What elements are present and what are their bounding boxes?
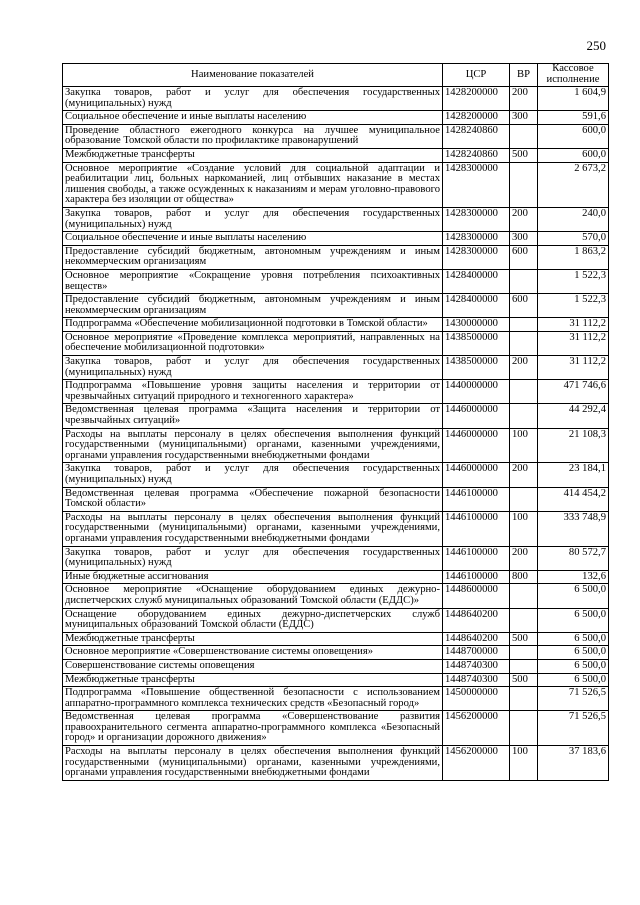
row-amount: 570,0	[538, 232, 609, 246]
table-row	[63, 711, 609, 746]
row-amount: 600,0	[538, 124, 609, 148]
row-name: Межбюджетные трансферты	[63, 148, 443, 162]
row-amount: 471 746,6	[538, 380, 609, 404]
row-amount: 6 500,0	[538, 584, 609, 608]
row-amount: 591,6	[538, 111, 609, 125]
row-name: Основное мероприятие «Создание условий для социальной адаптации и реабилитации лиц, больных наркоманией, лиц отбывших наказание в местах лишения свободы, а также осужденных к наказаниям и мерам уголовно-правового характера без изоляции от общества»	[63, 162, 443, 207]
row-csr: 1450000000	[443, 687, 510, 711]
row-vr: 200	[510, 463, 538, 487]
row-csr: 1428300000	[443, 232, 510, 246]
table-row	[63, 162, 609, 207]
table-row	[63, 87, 609, 111]
table-row	[63, 487, 609, 511]
table-row	[63, 632, 609, 646]
row-vr: 500	[510, 632, 538, 646]
row-amount: 1 522,3	[538, 294, 609, 318]
row-name: Основное мероприятие «Совершенствование системы оповещения»	[63, 646, 443, 660]
table-row	[63, 148, 609, 162]
row-name: Подпрограмма «Повышение общественной безопасности с использованием аппаратно-программного комплекса технических средств «Безопасный город»	[63, 687, 443, 711]
row-amount: 1 522,3	[538, 269, 609, 293]
row-amount: 71 526,5	[538, 711, 609, 746]
row-name: Ведомственная целевая программа «Защита населения и территории от чрезвычайных ситуаций»	[63, 404, 443, 428]
table-row	[63, 294, 609, 318]
row-vr	[510, 318, 538, 332]
table-row	[63, 404, 609, 428]
row-vr	[510, 124, 538, 148]
row-name: Расходы на выплаты персоналу в целях обеспечения выполнения функций государственными (муниципальными) органами, казенными учреждениями, органами управления государственными внебюджетными фондами	[63, 428, 443, 463]
table-row	[63, 428, 609, 463]
row-name: Закупка товаров, работ и услуг для обеспечения государственных (муниципальных) нужд	[63, 546, 443, 570]
row-name: Подпрограмма «Повышение уровня защиты населения и территории от чрезвычайных ситуаций природного и техногенного характера»	[63, 380, 443, 404]
row-amount: 37 183,6	[538, 746, 609, 781]
row-amount: 80 572,7	[538, 546, 609, 570]
row-csr: 1428300000	[443, 245, 510, 269]
row-csr: 1448600000	[443, 584, 510, 608]
table-row	[63, 546, 609, 570]
row-name: Межбюджетные трансферты	[63, 673, 443, 687]
row-csr: 1428240860	[443, 148, 510, 162]
row-vr: 300	[510, 111, 538, 125]
row-vr	[510, 687, 538, 711]
row-vr: 200	[510, 87, 538, 111]
row-csr: 1428200000	[443, 111, 510, 125]
table-row	[63, 269, 609, 293]
row-amount: 44 292,4	[538, 404, 609, 428]
table-row	[63, 746, 609, 781]
row-amount: 600,0	[538, 148, 609, 162]
row-name: Ведомственная целевая программа «Совершенствование развития правоохранительного сегмента аппаратно-программного комплекса «Безопасный город» и организации дорожного движения»	[63, 711, 443, 746]
row-name: Иные бюджетные ассигнования	[63, 570, 443, 584]
row-name: Расходы на выплаты персоналу в целях обеспечения выполнения функций государственными (муниципальными) органами, казенными учреждениями, органами управления государственными внебюджетными фондами	[63, 746, 443, 781]
row-amount: 240,0	[538, 207, 609, 231]
row-vr	[510, 487, 538, 511]
row-csr: 1428300000	[443, 162, 510, 207]
row-csr: 1446100000	[443, 570, 510, 584]
row-vr	[510, 162, 538, 207]
row-vr: 200	[510, 546, 538, 570]
row-name: Оснащение оборудованием единых дежурно-диспетчерских служб муниципальных образований Томской области (ЕДДС)	[63, 608, 443, 632]
row-name: Закупка товаров, работ и услуг для обеспечения государственных (муниципальных) нужд	[63, 87, 443, 111]
row-csr: 1456200000	[443, 711, 510, 746]
row-csr: 1446100000	[443, 546, 510, 570]
table-row	[63, 331, 609, 355]
row-csr: 1438500000	[443, 356, 510, 380]
row-csr: 1446000000	[443, 463, 510, 487]
row-vr	[510, 380, 538, 404]
page-number: 250	[586, 38, 606, 53]
row-vr: 500	[510, 148, 538, 162]
row-vr: 100	[510, 428, 538, 463]
row-csr: 1448640200	[443, 632, 510, 646]
table-row	[63, 687, 609, 711]
row-csr: 1428400000	[443, 294, 510, 318]
row-amount: 6 500,0	[538, 646, 609, 660]
header-name: Наименование показателей	[63, 64, 443, 87]
row-vr: 100	[510, 746, 538, 781]
row-name: Основное мероприятие «Проведение комплекса мероприятий, направленных на обеспечение мобилизационной подготовки»	[63, 331, 443, 355]
table-row	[63, 608, 609, 632]
row-vr	[510, 269, 538, 293]
row-name: Подпрограмма «Обеспечение мобилизационной подготовки в Томской области»	[63, 318, 443, 332]
row-amount: 6 500,0	[538, 659, 609, 673]
row-name: Основное мероприятие «Оснащение оборудованием единых дежурно-диспетчерских служб муниципальных образований Томской области (ЕДДС)»	[63, 584, 443, 608]
row-csr: 1448740300	[443, 659, 510, 673]
row-csr: 1428200000	[443, 87, 510, 111]
row-amount: 414 454,2	[538, 487, 609, 511]
row-csr: 1428400000	[443, 269, 510, 293]
row-vr: 100	[510, 511, 538, 546]
row-name: Предоставление субсидий бюджетным, автономным учреждениям и иным некоммерческим организациям	[63, 245, 443, 269]
row-name: Предоставление субсидий бюджетным, автономным учреждениям и иным некоммерческим организациям	[63, 294, 443, 318]
row-vr	[510, 608, 538, 632]
row-name: Закупка товаров, работ и услуг для обеспечения государственных (муниципальных) нужд	[63, 207, 443, 231]
row-amount: 1 604,9	[538, 87, 609, 111]
row-csr: 1448640200	[443, 608, 510, 632]
row-amount: 2 673,2	[538, 162, 609, 207]
row-name: Закупка товаров, работ и услуг для обеспечения государственных (муниципальных) нужд	[63, 356, 443, 380]
row-vr	[510, 404, 538, 428]
row-name: Социальное обеспечение и иные выплаты населению	[63, 111, 443, 125]
row-vr: 800	[510, 570, 538, 584]
row-vr: 200	[510, 356, 538, 380]
row-csr: 1446000000	[443, 404, 510, 428]
row-name: Ведомственная целевая программа «Обеспечение пожарной безопасности Томской области»	[63, 487, 443, 511]
row-csr: 1440000000	[443, 380, 510, 404]
row-csr: 1448700000	[443, 646, 510, 660]
table-row	[63, 124, 609, 148]
header-csr: ЦСР	[443, 64, 510, 87]
row-vr	[510, 659, 538, 673]
row-csr: 1446100000	[443, 487, 510, 511]
row-csr: 1430000000	[443, 318, 510, 332]
row-amount: 6 500,0	[538, 673, 609, 687]
table-row	[63, 659, 609, 673]
row-vr: 600	[510, 294, 538, 318]
row-vr	[510, 646, 538, 660]
row-csr: 1438500000	[443, 331, 510, 355]
row-vr	[510, 711, 538, 746]
table-row	[63, 207, 609, 231]
row-name: Межбюджетные трансферты	[63, 632, 443, 646]
row-vr: 200	[510, 207, 538, 231]
header-amount: Кассовое исполнение	[538, 64, 609, 87]
table-row	[63, 463, 609, 487]
row-name: Социальное обеспечение и иные выплаты населению	[63, 232, 443, 246]
row-csr: 1428300000	[443, 207, 510, 231]
row-csr: 1446000000	[443, 428, 510, 463]
row-name: Расходы на выплаты персоналу в целях обеспечения выполнения функций государственными (муниципальными) органами, казенными учреждениями, органами управления государственными внебюджетными фондами	[63, 511, 443, 546]
table-body	[63, 87, 609, 781]
row-csr: 1456200000	[443, 746, 510, 781]
row-amount: 333 748,9	[538, 511, 609, 546]
table-row	[63, 356, 609, 380]
row-vr: 500	[510, 673, 538, 687]
row-amount: 6 500,0	[538, 632, 609, 646]
table-row	[63, 380, 609, 404]
row-amount: 23 184,1	[538, 463, 609, 487]
table-row	[63, 318, 609, 332]
row-csr: 1448740300	[443, 673, 510, 687]
table-row	[63, 511, 609, 546]
row-csr: 1446100000	[443, 511, 510, 546]
row-vr	[510, 331, 538, 355]
table-row	[63, 570, 609, 584]
table-row	[63, 111, 609, 125]
row-name: Проведение областного ежегодного конкурса на лучшее муниципальное образование Томской области по профилактике правонарушений	[63, 124, 443, 148]
row-name: Основное мероприятие «Сокращение уровня потребления психоактивных веществ»	[63, 269, 443, 293]
budget-table	[62, 63, 609, 781]
row-name: Закупка товаров, работ и услуг для обеспечения государственных (муниципальных) нужд	[63, 463, 443, 487]
row-amount: 31 112,2	[538, 331, 609, 355]
row-amount: 132,6	[538, 570, 609, 584]
row-amount: 21 108,3	[538, 428, 609, 463]
row-vr: 300	[510, 232, 538, 246]
row-vr	[510, 584, 538, 608]
row-vr: 600	[510, 245, 538, 269]
header-vr: ВР	[510, 64, 538, 87]
table-row	[63, 232, 609, 246]
table-row	[63, 646, 609, 660]
row-amount: 31 112,2	[538, 356, 609, 380]
table-header-row	[63, 64, 609, 87]
row-amount: 31 112,2	[538, 318, 609, 332]
row-name: Совершенствование системы оповещения	[63, 659, 443, 673]
row-amount: 6 500,0	[538, 608, 609, 632]
row-amount: 71 526,5	[538, 687, 609, 711]
table-row	[63, 584, 609, 608]
row-amount: 1 863,2	[538, 245, 609, 269]
row-csr: 1428240860	[443, 124, 510, 148]
table-row	[63, 673, 609, 687]
table-row	[63, 245, 609, 269]
